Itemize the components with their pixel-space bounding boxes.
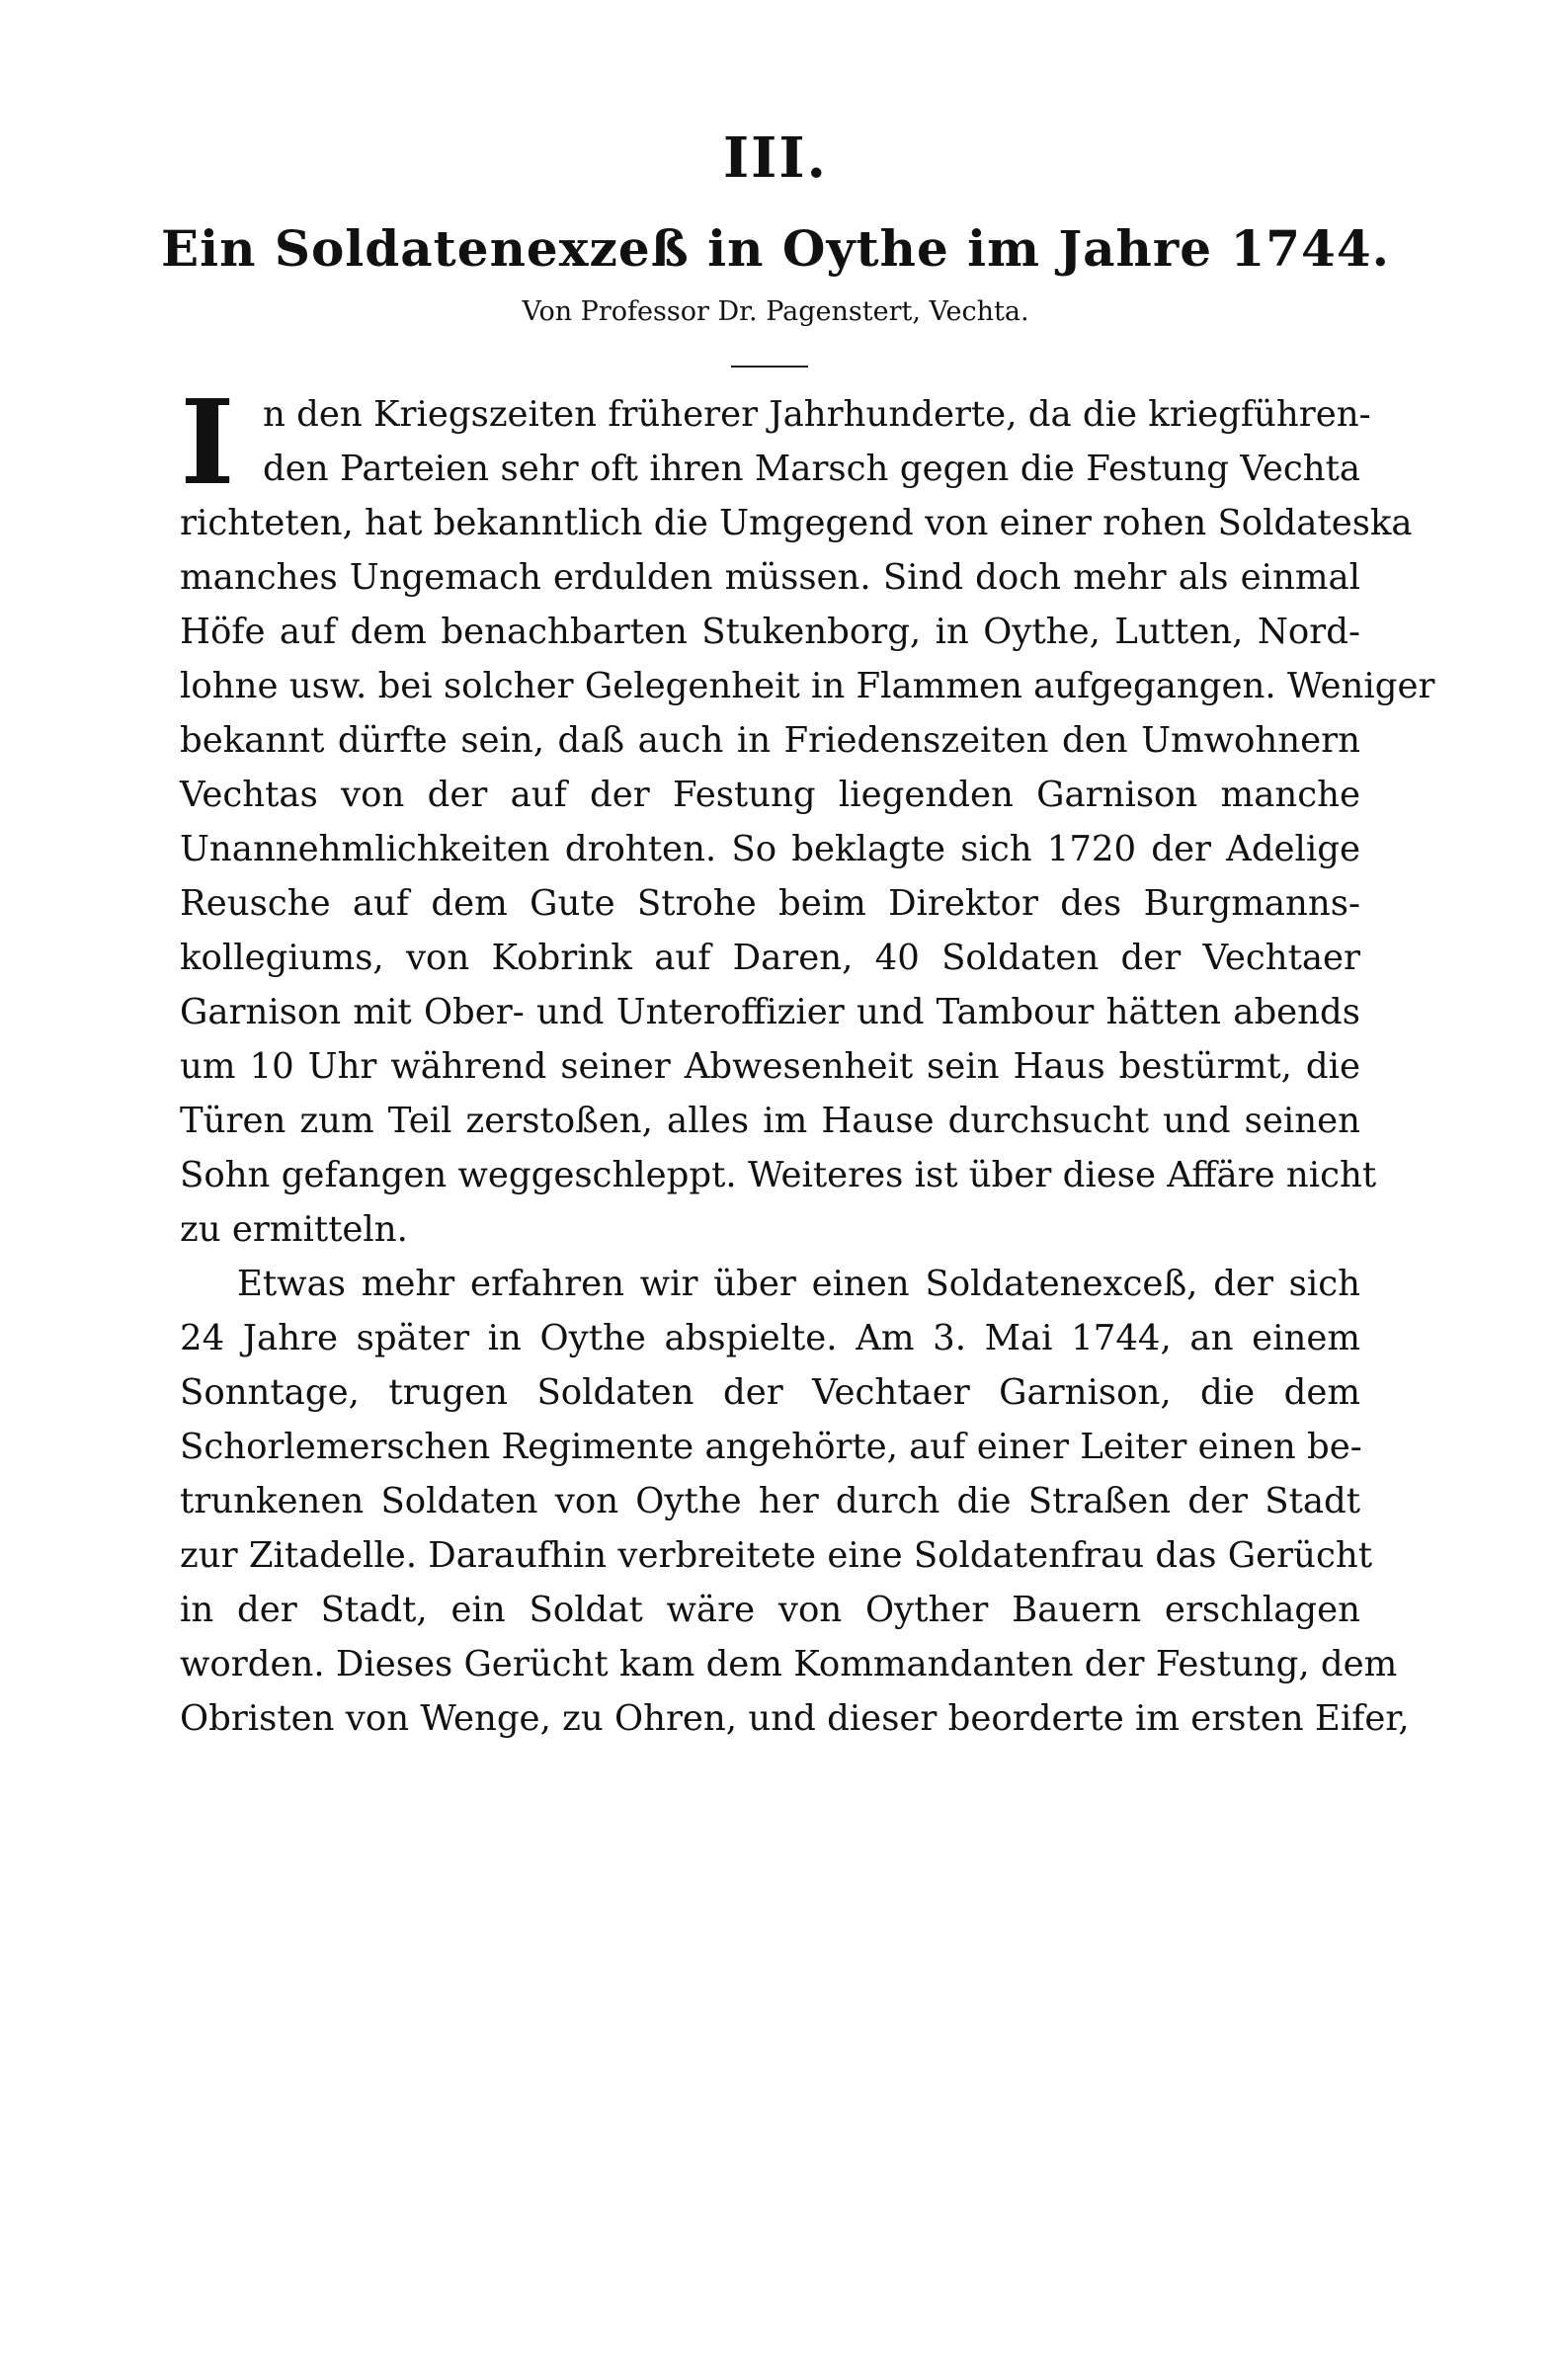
text-line: richteten, hat bekanntlich die Umgegend von einer rohen Soldateska <box>180 503 1413 543</box>
text-line: in der Stadt, ein Soldat wäre von Oyther Bauern erschlagen <box>180 1590 1360 1630</box>
chapter-number: III. <box>722 125 829 191</box>
text-line: Reusche auf dem Gute Strohe beim Direktor des Burgmanns- <box>180 883 1360 924</box>
text-line: Höfe auf dem benachbarten Stukenborg, in Oythe, Lutten, Nord- <box>180 612 1360 652</box>
text-line: Etwas mehr erfahren wir über einen Soldatenexceß, der sich <box>237 1264 1360 1304</box>
text-line: Unannehmlichkeiten drohten. So beklagte sich 1720 der Adelige <box>180 829 1360 869</box>
drop-cap: I <box>180 373 235 511</box>
text-line: Türen zum Teil zerstoßen, alles im Hause durchsucht und seinen <box>180 1101 1360 1141</box>
text-line: Schorlemerschen Regimente angehörte, auf einer Leiter einen be- <box>180 1427 1362 1467</box>
text-line: zu ermitteln. <box>180 1209 408 1250</box>
text-line: Vechtas von der auf der Festung liegenden Garnison manche <box>180 775 1360 815</box>
text-line: um 10 Uhr während seiner Abwesenheit sein Haus bestürmt, die <box>180 1046 1360 1087</box>
text-line: Garnison mit Ober- und Unteroffizier und Tambour hätten abends <box>180 992 1360 1032</box>
text-line: lohne usw. bei solcher Gelegenheit in Flammen aufgegangen. Weniger <box>180 666 1435 706</box>
text-line: manches Ungemach erdulden müssen. Sind doch mehr als einmal <box>180 557 1360 598</box>
text-line: worden. Dieses Gerücht kam dem Kommandanten der Festung, dem <box>180 1644 1398 1684</box>
text-line: Sonntage, trugen Soldaten der Vechtaer Garnison, die dem <box>180 1372 1360 1413</box>
text-line: kollegiums, von Kobrink auf Daren, 40 Soldaten der Vechtaer <box>180 938 1360 978</box>
body-text <box>180 387 1435 1746</box>
text-line: bekannt dürfte sein, daß auch in Friedenszeiten den Umwohnern <box>180 720 1360 761</box>
text-line: 24 Jahre später in Oythe abspielte. Am 3. Mai 1744, an einem <box>180 1318 1360 1358</box>
text-line: Obristen von Wenge, zu Ohren, und dieser beorderte im ersten Eifer, <box>180 1698 1410 1739</box>
author-byline: Von Professor Dr. Pagenstert, Vechta. <box>522 296 1029 327</box>
text-line: Sohn gefangen weggeschleppt. Weiteres ist über diese Affäre nicht <box>180 1155 1377 1195</box>
title-divider <box>731 366 808 368</box>
text-line: trunkenen Soldaten von Oythe her durch die Straßen der Stadt <box>180 1481 1360 1521</box>
chapter-title: Ein Soldatenexzeß in Oythe im Jahre 1744. <box>160 219 1391 278</box>
text-line: n den Kriegszeiten früherer Jahrhunderte, da die kriegführen- <box>263 394 1371 435</box>
text-line: zur Zitadelle. Daraufhin verbreitete eine Soldatenfrau das Gerücht <box>180 1535 1372 1576</box>
text-line: den Parteien sehr oft ihren Marsch gegen die Festung Vechta <box>263 449 1360 489</box>
